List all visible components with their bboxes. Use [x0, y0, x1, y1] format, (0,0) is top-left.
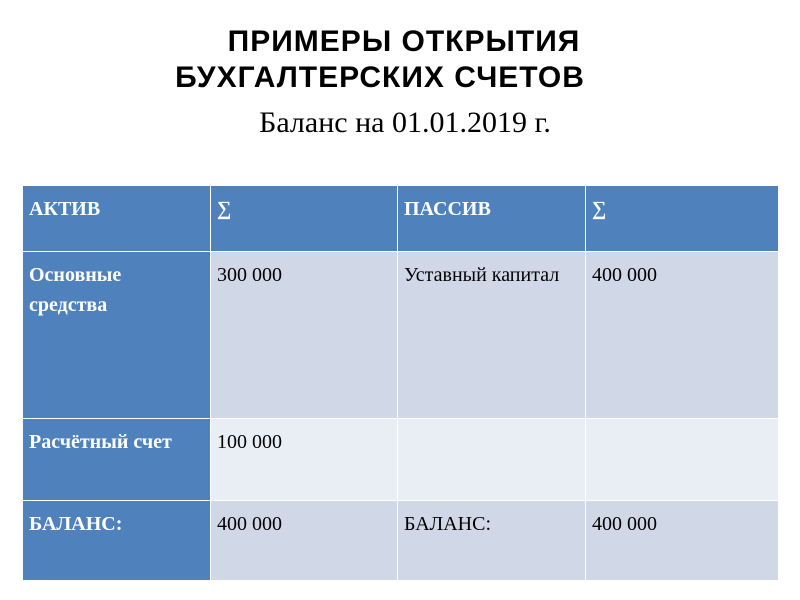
liability-total-label: БАЛАНС:: [398, 501, 586, 581]
header-asset: АКТИВ: [23, 186, 211, 252]
slide-title-line-2: БУХГАЛТЕРСКИХ СЧЕТОВ: [175, 61, 585, 94]
liability-total-sum: 400 000: [586, 501, 779, 581]
table-row: [23, 419, 779, 501]
table-row: [23, 252, 779, 419]
table-header-row: [23, 186, 779, 252]
header-liability-sum: ∑: [586, 186, 779, 252]
table-row-total: [23, 501, 779, 581]
header-liability: ПАССИВ: [398, 186, 586, 252]
liability-sum: 400 000: [586, 252, 779, 419]
slide-title-line-1: ПРИМЕРЫ ОТКРЫТИЯ: [227, 25, 581, 58]
asset-sum: 300 000: [211, 252, 398, 419]
asset-total-sum: 400 000: [211, 501, 398, 581]
asset-total-label: БАЛАНС:: [23, 501, 211, 581]
header-asset-sum: ∑: [211, 186, 398, 252]
asset-name: Расчётный счет: [23, 419, 211, 501]
liability-name: [398, 419, 586, 501]
asset-sum: 100 000: [211, 419, 398, 501]
asset-name: Основные средства: [23, 252, 211, 419]
slide-subtitle-balance-date: Баланс на 01.01.2019 г.: [259, 106, 551, 139]
liability-name: Уставный капитал: [398, 252, 586, 419]
liability-sum: [586, 419, 779, 501]
balance-table: [22, 185, 779, 581]
